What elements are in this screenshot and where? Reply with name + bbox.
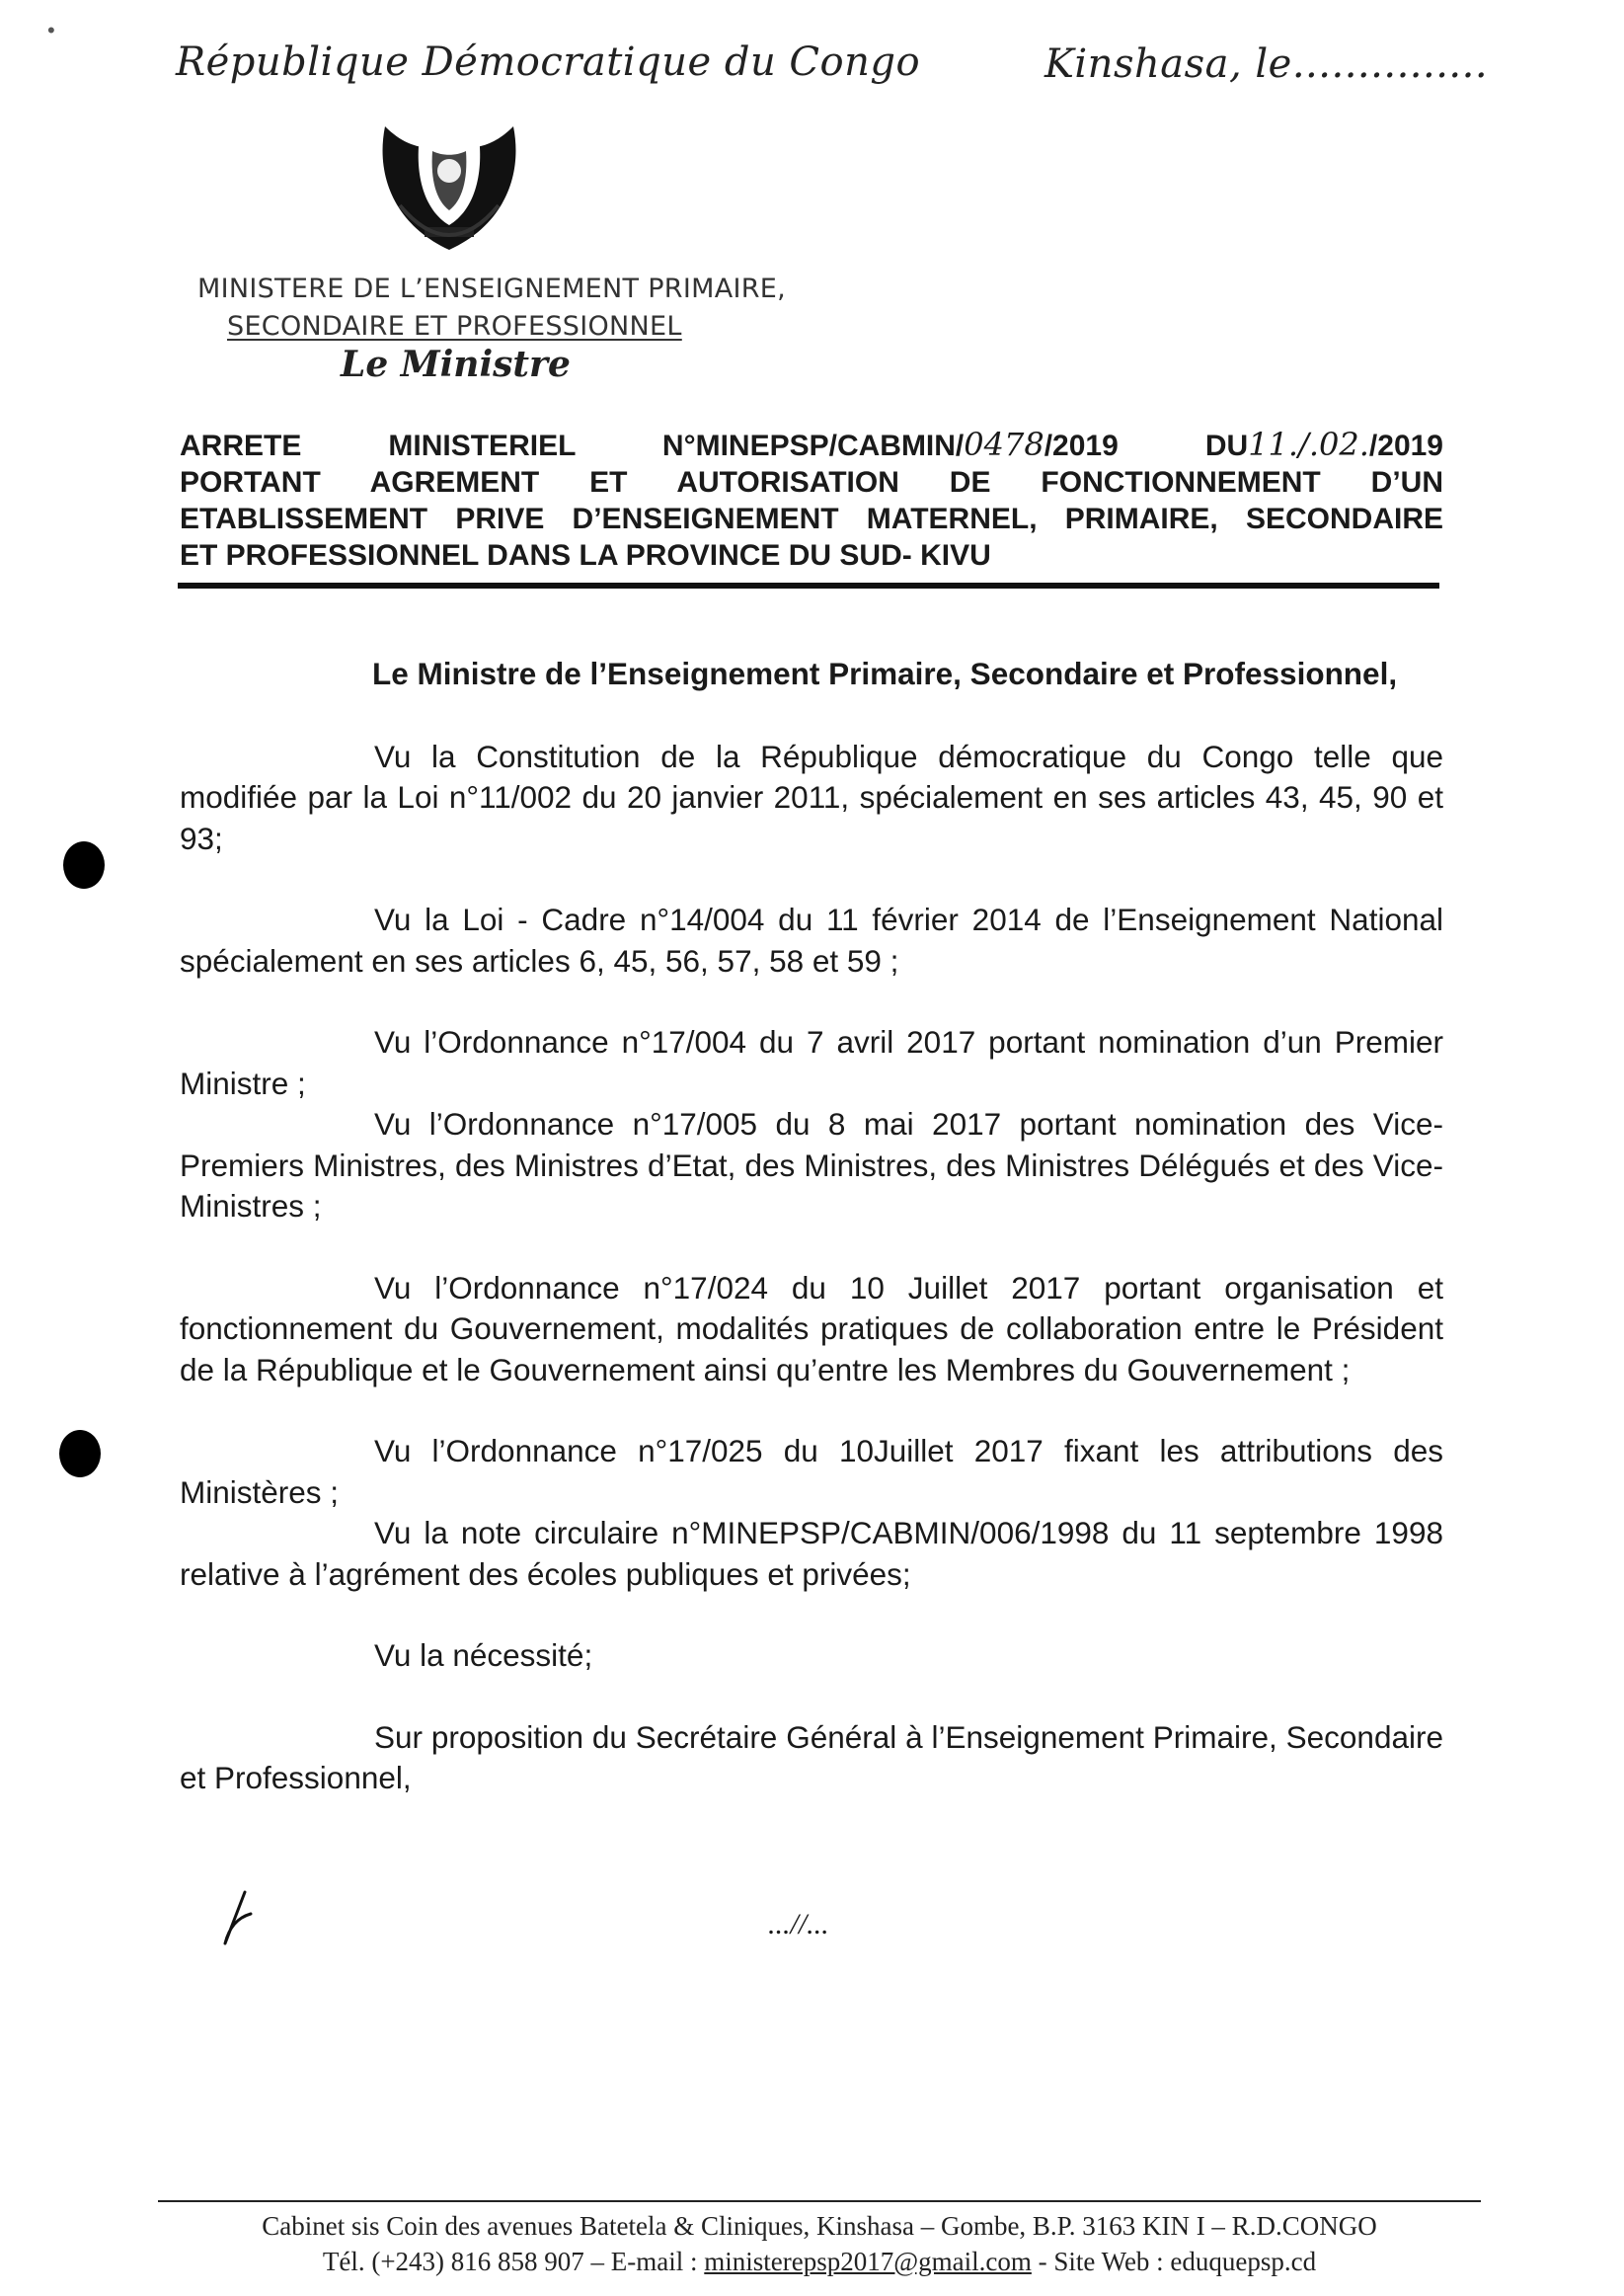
vu-constitution: Vu la Constitution de la République démocratique du Congo telle que modifiée par la Loi n°11/002 du 20 janvier 2011, spécialement en ses articles 43, 45, 90 et 93; — [180, 738, 1443, 856]
coat-of-arms-emblem — [365, 107, 533, 260]
le-ministre: Le Ministre — [341, 344, 571, 385]
punch-hole-top — [63, 841, 105, 889]
footer-tel: Tél. (+243) 816 858 907 – E-mail : — [322, 2247, 705, 2276]
punch-hole-bottom — [59, 1430, 101, 1477]
decree-mid: /2019 DU — [1044, 430, 1249, 462]
footer — [158, 2208, 1481, 2279]
footer-email-link[interactable]: ministerepsp2017@gmail.com — [704, 2247, 1032, 2276]
decree-prefix: ARRETE MINISTERIEL N°MINEPSP/CABMIN/ — [180, 430, 965, 462]
vu-necessite: Vu la nécessité; — [374, 1637, 593, 1673]
republic-header: République Démocratique du Congo — [176, 40, 921, 85]
ministry-line-2: SECONDAIRE ET PROFESSIONNEL — [227, 311, 682, 342]
decree-title-line-1 — [180, 427, 1443, 464]
footer-contact — [158, 2244, 1481, 2279]
vu-note-circulaire: Vu la note circulaire n°MINEPSP/CABMIN/006/1998 du 11 septembre 1998 relative à l’agrément des écoles publiques et privées; — [180, 1515, 1443, 1592]
footer-rule — [158, 2200, 1481, 2202]
decree-title-line-3: ETABLISSEMENT PRIVE D’ENSEIGNEMENT MATERNEL, PRIMAIRE, SECONDAIRE — [180, 503, 1443, 535]
decree-date-handwritten: 11./.02. — [1248, 426, 1369, 463]
vu-loi-cadre: Vu la Loi - Cadre n°14/004 du 11 février 2014 de l’Enseignement National spécialement en ses articles 6, 45, 56, 57, 58 et 59 ; — [180, 902, 1443, 979]
footer-site: - Site Web : eduquepsp.cd — [1031, 2247, 1317, 2276]
decree-suffix: /2019 — [1368, 430, 1443, 462]
ministry-line-1: MINISTERE DE L’ENSEIGNEMENT PRIMAIRE, — [197, 274, 787, 304]
title-underline — [178, 583, 1439, 589]
sur-proposition: Sur proposition du Secrétaire Général à l’Enseignement Primaire, Secondaire et Professionnel, — [180, 1718, 1443, 1795]
intro-paragraph: Le Ministre de l’Enseignement Primaire, Secondaire et Professionnel, — [372, 656, 1398, 691]
vu-ordonnance-17-025: Vu l’Ordonnance n°17/025 du 10Juillet 2017 fixant les attributions des Ministères ; — [180, 1433, 1443, 1510]
decree-title — [180, 427, 1443, 574]
decree-title-line-4: ET PROFESSIONNEL DANS LA PROVINCE DU SUD- KIVU — [180, 539, 991, 572]
scan-mark: • — [47, 18, 55, 42]
vu-ordonnance-17-004: Vu l’Ordonnance n°17/004 du 7 avril 2017 portant nomination d’un Premier Ministre ; — [180, 1024, 1443, 1101]
ministry-block — [197, 271, 786, 346]
vu-ordonnance-17-005: Vu l’Ordonnance n°17/005 du 8 mai 2017 portant nomination des Vice-Premiers Ministres, des Ministres d’Etat, des Ministres, des Ministres Délégués et des Vice-Ministres ; — [180, 1106, 1443, 1224]
place-date: Kinshasa, le............... — [1044, 41, 1489, 87]
decree-number-handwritten: 0478 — [964, 426, 1044, 463]
decree-title-line-2: PORTANT AGREMENT ET AUTORISATION DE FONCTIONNEMENT D’UN — [180, 466, 1443, 499]
continuation-mark: ...//... — [768, 1908, 829, 1940]
decree-body — [180, 654, 1443, 1799]
footer-address: Cabinet sis Coin des avenues Batetela & Cliniques, Kinshasa – Gombe, B.P. 3163 KIN I – R.D.CONGO — [262, 2211, 1377, 2241]
signature-initial — [215, 1888, 255, 1947]
vu-ordonnance-17-024: Vu l’Ordonnance n°17/024 du 10 Juillet 2017 portant organisation et fonctionnement du Gouvernement, modalités pratiques de collaboration entre le Président de la République et le Gouvernement ainsi qu’entre les Membres du Gouvernement ; — [180, 1269, 1443, 1387]
